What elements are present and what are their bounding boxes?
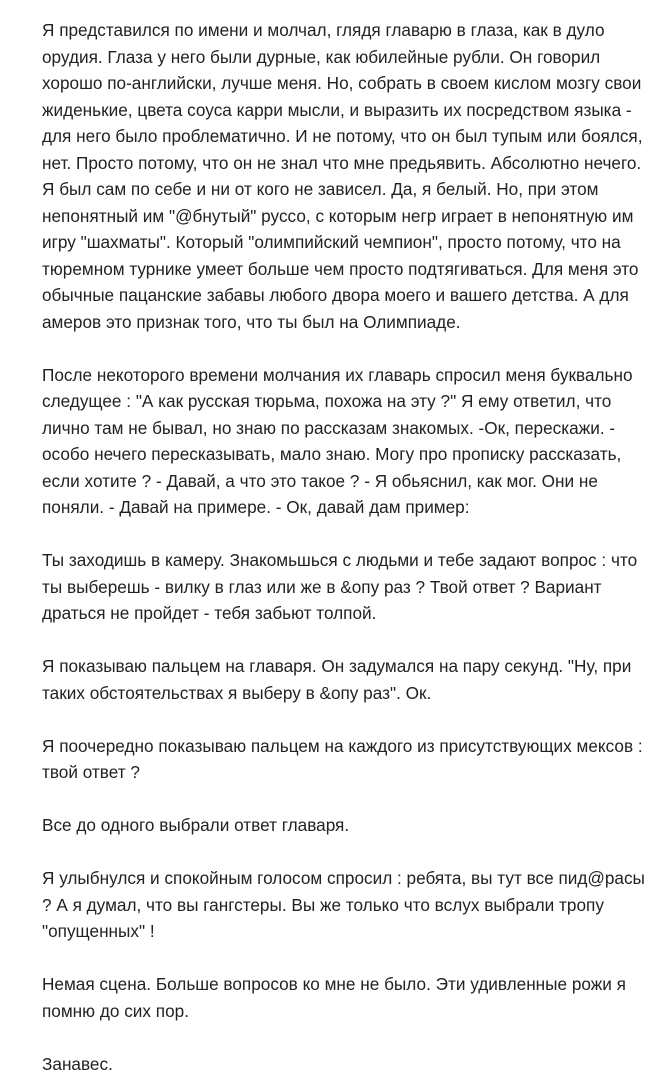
paragraph-9: Занавес. — [42, 1051, 648, 1077]
paragraph-8: Немая сцена. Больше вопросов ко мне не было. Эти удивленные рожи я помню до сих пор. — [42, 971, 648, 1024]
paragraph-6: Все до одного выбрали ответ главаря. — [42, 812, 648, 839]
paragraph-2: После некоторого времени молчания их главарь спросил меня буквально следущее : "А как русская тюрьма, похожа на эту ?" Я ему ответил, что лично там не бывал, но знаю по рассказам знакомых. -Ок, перескажи. - особо нечего пересказывать, мало знаю. Могу про прописку рассказать, если хотите ? - Давай, а что это такое ? - Я обьяснил, как мог. Они не поняли. - Давай на примере. - Ок, давай дам пример: — [42, 362, 648, 521]
paragraph-7: Я улыбнулся и спокойным голосом спросил : ребята, вы тут все пид@расы ? А я думал, что вы гангстеры. Вы же только что вслух выбрали тропу "опущенных" ! — [42, 865, 648, 945]
paragraph-3: Ты заходишь в камеру. Знакомьшься с людьми и тебе задают вопрос : что ты выберешь - вилку в глаз или же в &опу раз ? Твой ответ ? Вариант драться не пройдет - тебя забьют толпой. — [42, 547, 648, 627]
paragraph-1: Я представился по имени и молчал, глядя главарю в глаза, как в дуло орудия. Глаза у него были дурные, как юбилейные рубли. Он говорил хорошо по-английски, лучше меня. Но, собрать в своем кислом мозгу свои жиденькие, цвета соуса карри мысли, и выразить их посредством языка - для него было проблематично. И не потому, что он был тупым или боялся, нет. Просто потому, что он не знал что мне предьявить. Абсолютно нечего. Я был сам по себе и ни от кого не зависел. Да, я белый. Но, при этом непонятный им "@бнутый" руссо, с которым негр играет в непонятную им игру "шахматы". Который "олимпийский чемпион", просто потому, что на тюремном турнике умеет больше чем просто подтягиваться. Для меня это обычные пацанские забавы любого двора моего и вашего детства. А для амеров это признак того, что ты был на Олимпиаде. — [42, 17, 648, 335]
paragraph-4: Я показываю пальцем на главаря. Он задумался на пару секунд. "Ну, при таких обстоятельствах я выберу в &опу раз". Ок. — [42, 653, 648, 706]
paragraph-5: Я поочередно показываю пальцем на каждого из присутствующих мексов : твой ответ ? — [42, 733, 648, 786]
